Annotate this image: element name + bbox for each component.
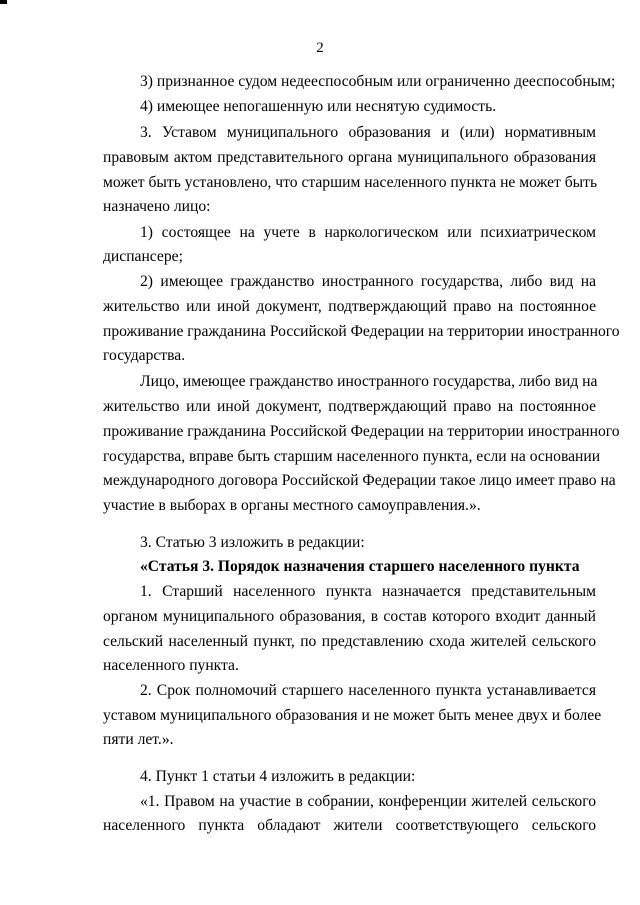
text-line: проживание гражданина Российской Федерации на территории иностранного	[103, 423, 620, 440]
scan-corner-mark	[0, 0, 7, 4]
text-line: 1. Старший населенного пункта назначается представительным	[140, 583, 596, 600]
text-line: проживание гражданина Российской Федерации на территории иностранного	[103, 323, 620, 340]
text-line: органом муниципального образования, в состав которого входит данный	[103, 608, 596, 625]
text-line: 4. Пункт 1 статьи 4 изложить в редакции:	[140, 768, 416, 785]
text-line: 4) имеющее непогашенную или неснятую судимость.	[140, 98, 497, 115]
text-line: жительство или иной документ, подтверждающий право на постоянное	[103, 298, 596, 315]
text-line: 2) имеющее гражданство иностранного государства, либо вид на	[140, 273, 596, 290]
text-line: может быть установлено, что старшим населенного пункта не может быть	[103, 174, 598, 191]
text-line: назначено лицо:	[103, 198, 211, 215]
text-line: жительство или иной документ, подтверждающий право на постоянное	[103, 398, 596, 415]
article-heading: «Статья 3. Порядок назначения старшего населенного пункта	[140, 558, 580, 575]
page-number: 2	[316, 40, 324, 56]
text-line: участие в выборах в органы местного самоуправления.».	[103, 497, 481, 514]
text-line: 3) признанное судом недееспособным или ограниченно дееспособным;	[140, 73, 616, 90]
text-line: населенного пункта обладают жители соответствующего сельского	[103, 817, 596, 834]
text-line: уставом муниципального образования и не может быть менее двух и более	[103, 707, 602, 724]
text-line: населенного пункта.	[103, 657, 239, 674]
text-line: «1. Правом на участие в собрании, конференции жителей сельского	[140, 793, 596, 810]
text-line: 3. Статью 3 изложить в редакции:	[140, 534, 365, 551]
text-line: пяти лет.».	[103, 731, 174, 748]
text-line: Лицо, имеющее гражданство иностранного государства, либо вид на	[140, 373, 598, 390]
text-line: сельский населенный пункт, по представлению схода жителей сельского	[103, 633, 596, 650]
text-line: правовым актом представительного органа муниципального образования	[103, 149, 596, 166]
text-line: 1) состоящее на учете в наркологическом или психиатрическом	[140, 224, 596, 241]
text-line: 3. Уставом муниципального образования и (или) нормативным	[140, 124, 596, 141]
text-line: диспансере;	[103, 248, 183, 265]
text-line: международного договора Российской Федерации такое лицо имеет право на	[103, 472, 616, 489]
text-line: 2. Срок полномочий старшего населенного пункта устанавливается	[140, 682, 596, 699]
text-line: государства, вправе быть старшим населенного пункта, если на основании	[103, 448, 601, 465]
text-line: государства.	[103, 347, 186, 364]
